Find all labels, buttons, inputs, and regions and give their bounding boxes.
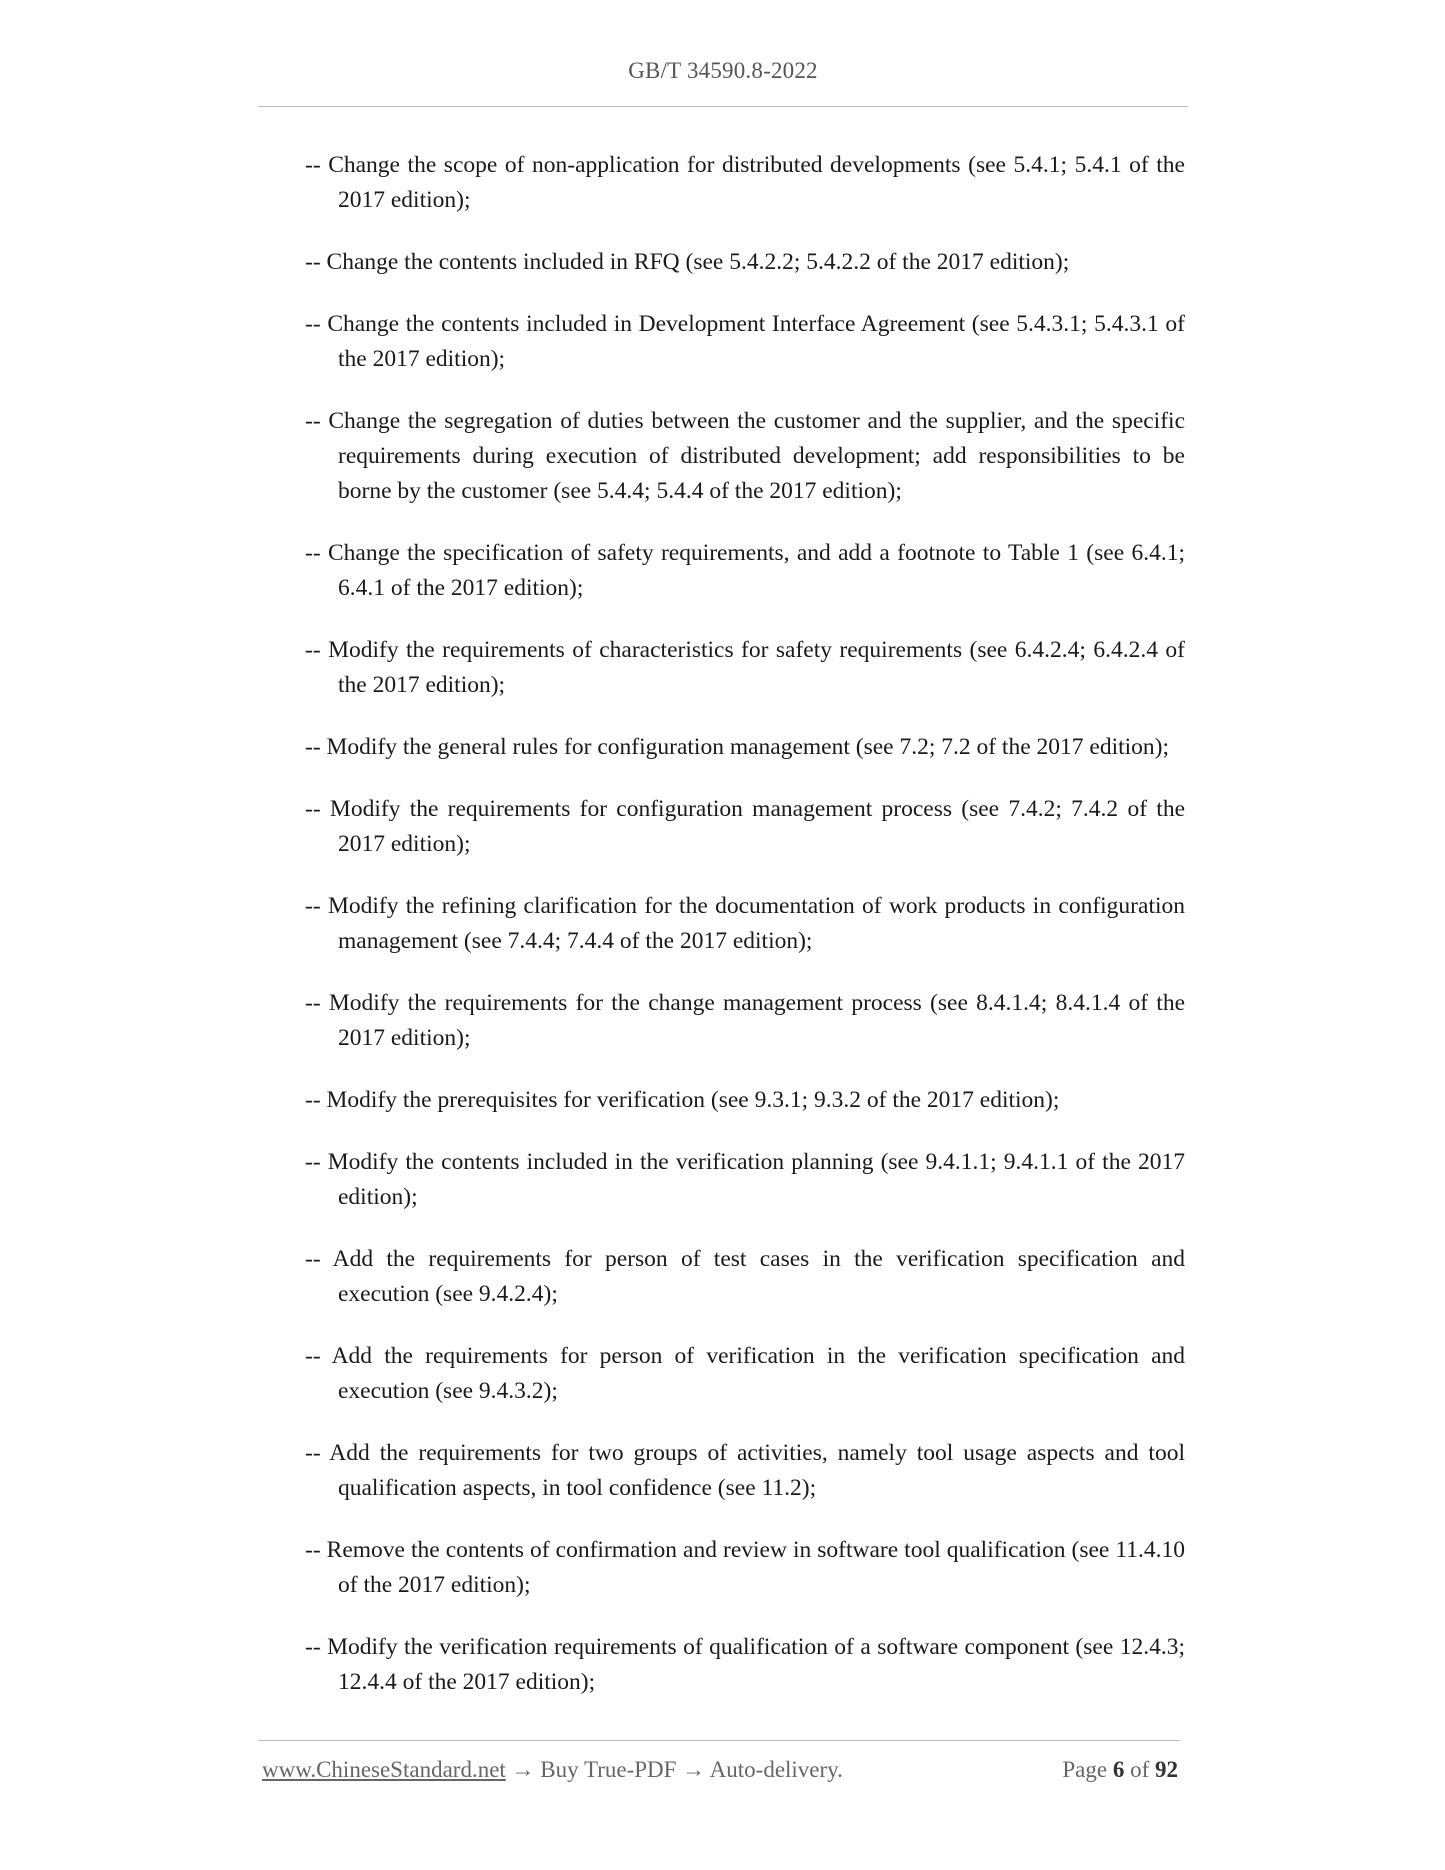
list-item: -- Modify the general rules for configuration management (see 7.2; 7.2 of the 2017 edition);	[305, 734, 1170, 760]
list-item: -- Modify the prerequisites for verification (see 9.3.1; 9.3.2 of the 2017 edition);	[305, 1087, 1060, 1113]
list-item: -- Modify the requirements for the change management process (see 8.4.1.4; 8.4.1.4 of the 2017 edition);	[305, 990, 1185, 1051]
website-link[interactable]: www.ChineseStandard.net	[262, 1757, 506, 1782]
list-item: -- Change the specification of safety requirements, and add a footnote to Table 1 (see 6.4.1; 6.4.1 of the 2017 edition);	[305, 540, 1185, 601]
page-indicator	[1062, 1757, 1178, 1783]
list-item: -- Modify the contents included in the verification planning (see 9.4.1.1; 9.4.1.1 of the 2017 edition);	[305, 1149, 1185, 1210]
list-item: -- Modify the requirements of characteristics for safety requirements (see 6.4.2.4; 6.4.2.4 of the 2017 edition);	[305, 637, 1185, 698]
list-item: -- Modify the refining clarification for the documentation of work products in configuration management (see 7.4.4; 7.4.4 of the 2017 edition);	[305, 893, 1185, 954]
list-item: -- Change the scope of non-application for distributed developments (see 5.4.1; 5.4.1 of the 2017 edition);	[305, 152, 1185, 213]
footer-divider	[258, 1740, 1180, 1741]
header-divider	[258, 106, 1188, 107]
list-item: -- Add the requirements for person of test cases in the verification specification and execution (see 9.4.2.4);	[305, 1246, 1185, 1307]
list-item: -- Modify the requirements for configuration management process (see 7.4.2; 7.4.2 of the 2017 edition);	[305, 796, 1185, 857]
of-label: of	[1124, 1757, 1155, 1782]
list-item: -- Remove the contents of confirmation and review in software tool qualification (see 11.4.10 of the 2017 edition);	[305, 1537, 1185, 1598]
page-label: Page	[1062, 1757, 1113, 1782]
footer-tagline: → Buy True-PDF → Auto-delivery.	[505, 1757, 843, 1782]
list-item: -- Add the requirements for person of verification in the verification specification and execution (see 9.4.3.2);	[305, 1343, 1185, 1404]
list-item: -- Change the segregation of duties between the customer and the supplier, and the specific requirements during execution of distributed development; add responsibilities to be borne by the customer (see 5.4.4; 5.4.4 of the 2017 edition);	[305, 408, 1185, 504]
current-page-number: 6	[1112, 1757, 1125, 1782]
page-header-title: GB/T 34590.8-2022	[628, 58, 818, 83]
list-item: -- Add the requirements for two groups of activities, namely tool usage aspects and tool qualification aspects, in tool confidence (see 11.2);	[305, 1440, 1185, 1501]
list-item: -- Change the contents included in RFQ (see 5.4.2.2; 5.4.2.2 of the 2017 edition);	[305, 249, 1070, 275]
total-pages-number: 92	[1155, 1757, 1178, 1782]
change-list	[305, 148, 1185, 1727]
list-item: -- Modify the verification requirements of qualification of a software component (see 12.4.3; 12.4.4 of the 2017 edition);	[305, 1634, 1185, 1695]
list-item: -- Change the contents included in Development Interface Agreement (see 5.4.3.1; 5.4.3.1 of the 2017 edition);	[305, 311, 1185, 372]
footer-left	[262, 1757, 843, 1783]
